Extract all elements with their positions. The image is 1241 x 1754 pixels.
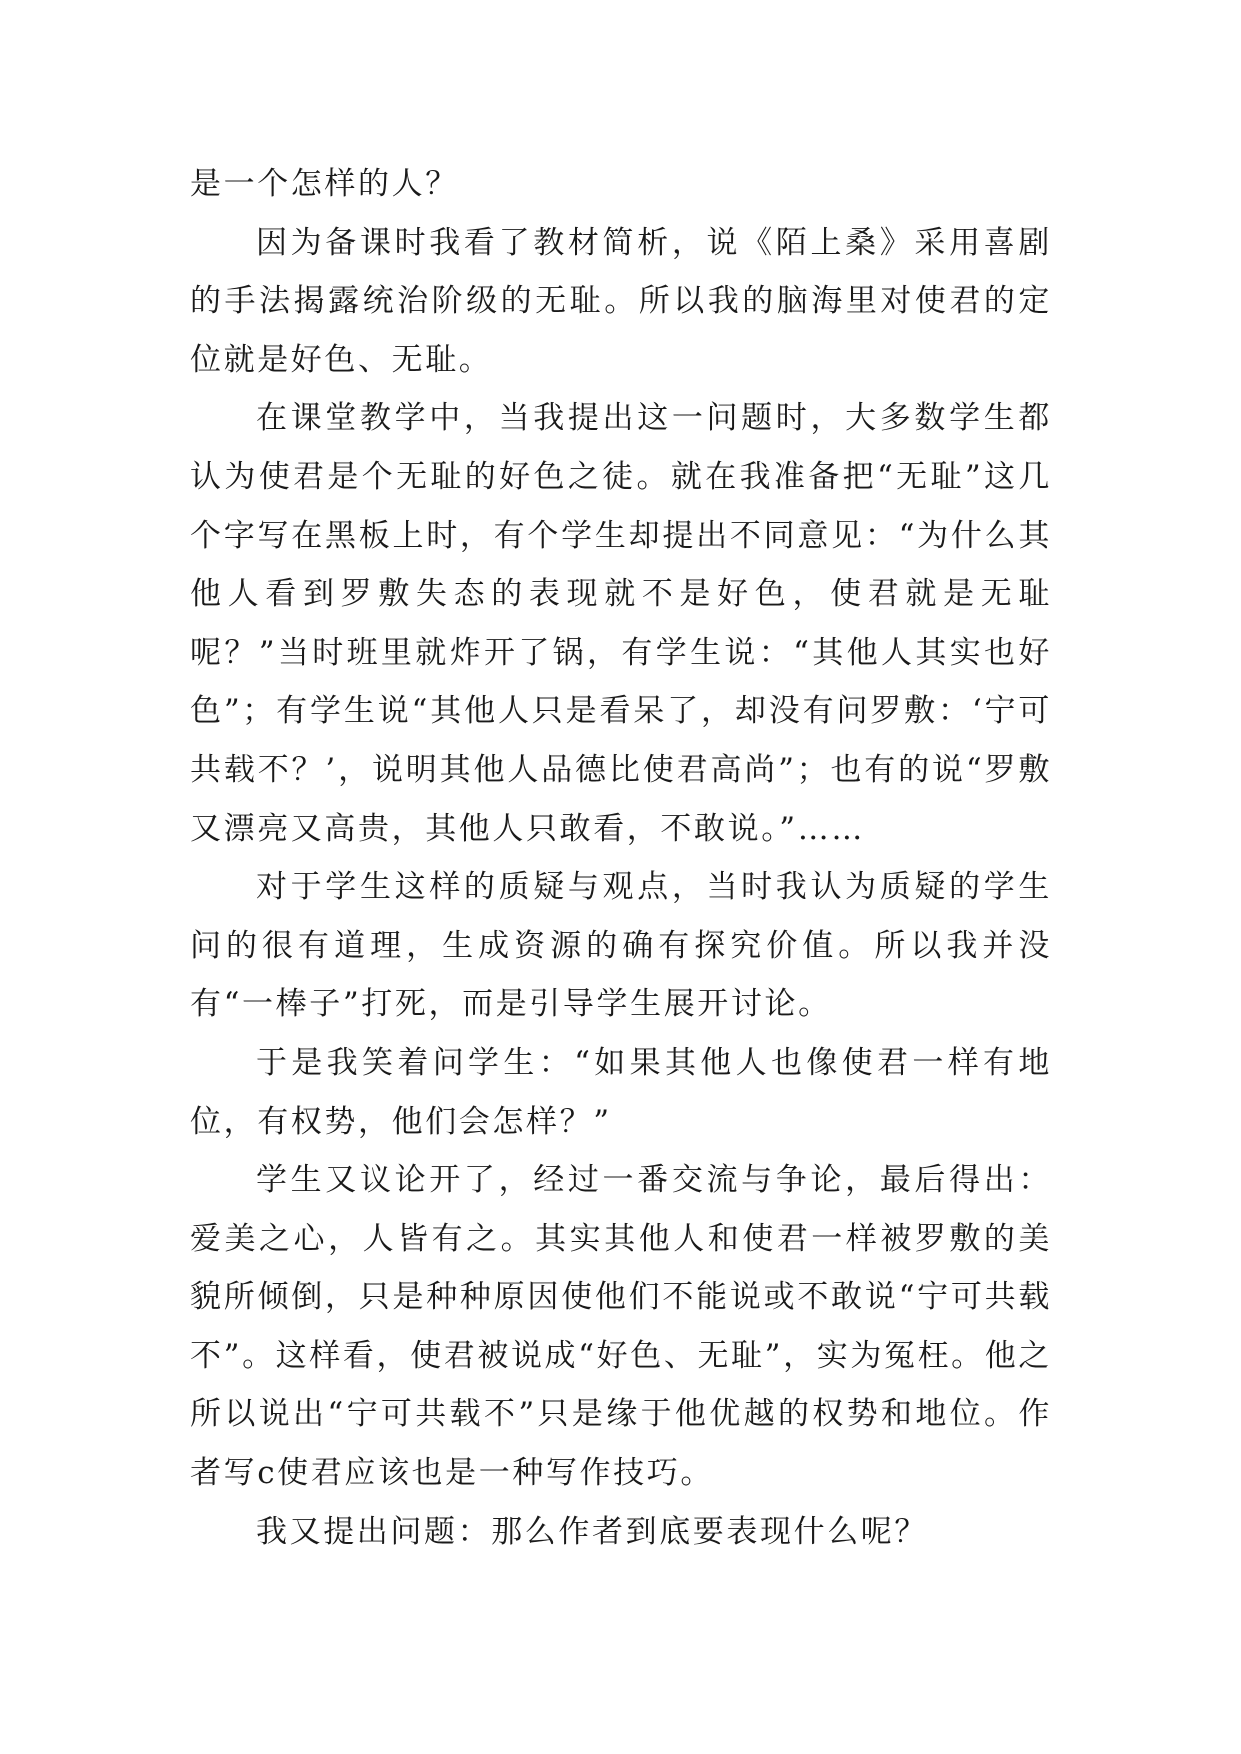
- document-page: [190, 155, 1052, 1561]
- paragraph-2: 因为备课时我看了教材简析，说《陌上桑》采用喜剧的手法揭露统治阶级的无耻。所以我的脑海里对使君的定位就是好色、无耻。: [190, 224, 1052, 378]
- paragraph-1: 是一个怎样的人？: [190, 166, 459, 202]
- paragraph-3: 在课堂教学中，当我提出这一问题时，大多数学生都认为使君是个无耻的好色之徒。就在我准备把“无耻”这几个字写在黑板上时，有个学生却提出不同意见：“为什么其他人看到罗敷失态的表现就不是好色，使君就是无耻呢？”当时班里就炸开了锅，有学生说：“其他人其实也好色”；有学生说“其他人只是看呆了，却没有问罗敷：‘宁可共载不？’，说明其他人品德比使君高尚”；也有的说“罗敷又漂亮又高贵，其他人只敢看，不敢说。”……: [190, 400, 1052, 847]
- paragraph-4: 对于学生这样的质疑与观点，当时我认为质疑的学生问的很有道理，生成资源的确有探究价值。所以我并没有“一棒子”打死，而是引导学生展开讨论。: [190, 869, 1052, 1023]
- paragraph-6: 学生又议论开了，经过一番交流与争论，最后得出：爱美之心，人皆有之。其实其他人和使君一样被罗敷的美貌所倾倒，只是种种原因使他们不能说或不敢说“宁可共载不”。这样看，使君被说成“好色、无耻”，实为冤枉。他之所以说出“宁可共载不”只是缘于他优越的权势和地位。作者写c使君应该也是一种写作技巧。: [190, 1162, 1052, 1492]
- paragraph-7: 我又提出问题：那么作者到底要表现什么呢？: [256, 1513, 928, 1550]
- paragraph-5: 于是我笑着问学生：“如果其他人也像使君一样有地位，有权势，他们会怎样？”: [190, 1044, 1052, 1140]
